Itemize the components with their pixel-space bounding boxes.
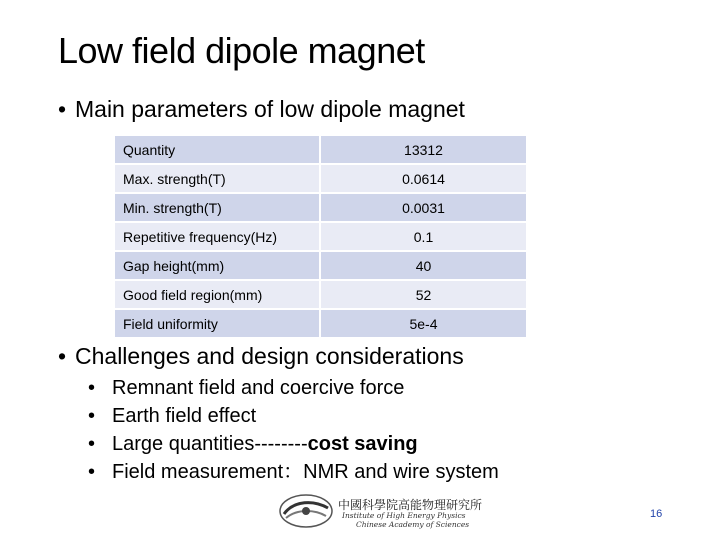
param-value: 40	[320, 251, 527, 280]
item-text: Earth field effect	[112, 405, 257, 427]
param-value: 0.1	[320, 222, 527, 251]
main-parameters-heading	[58, 96, 465, 123]
param-value: 0.0614	[320, 164, 527, 193]
item-text: Field measurement：NMR and wire system	[112, 461, 499, 483]
bullet: •	[58, 96, 67, 122]
heading-text: Challenges and design considerations	[75, 343, 464, 369]
param-label: Max. strength(T)	[114, 164, 320, 193]
param-value: 52	[320, 280, 527, 309]
table-row	[114, 164, 527, 193]
bullet: •	[88, 461, 96, 483]
item-bold-text: cost saving	[307, 433, 418, 455]
ihep-logo	[278, 492, 483, 530]
list-item	[88, 404, 499, 432]
param-label: Gap height(mm)	[114, 251, 320, 280]
param-label: Min. strength(T)	[114, 193, 320, 222]
param-value: 0.0031	[320, 193, 527, 222]
list-item	[88, 376, 499, 404]
bullet: •	[88, 377, 96, 399]
bullet: •	[88, 405, 96, 427]
logo-english-line1: Institute of High Energy Physics	[342, 511, 466, 520]
param-value: 13312	[320, 135, 527, 164]
challenges-heading	[58, 343, 464, 370]
param-value: 5e-4	[320, 309, 527, 338]
page-number: 16	[650, 508, 663, 520]
param-label: Field uniformity	[114, 309, 320, 338]
logo-chinese-text: 中國科學院高能物理研究所	[338, 498, 483, 512]
list-item	[88, 432, 499, 460]
param-label: Quantity	[114, 135, 320, 164]
bullet: •	[88, 433, 96, 455]
slide-title: Low field dipole magnet	[58, 30, 425, 71]
table-row	[114, 193, 527, 222]
table-row	[114, 280, 527, 309]
table-row	[114, 251, 527, 280]
table-row	[114, 222, 527, 251]
parameters-table	[113, 134, 528, 339]
param-label: Repetitive frequency(Hz)	[114, 222, 320, 251]
ihep-emblem-icon	[278, 492, 334, 530]
param-label: Good field region(mm)	[114, 280, 320, 309]
logo-english-line2: Chinese Academy of Sciences	[356, 520, 470, 529]
heading-text: Main parameters of low dipole magnet	[75, 96, 465, 122]
list-item	[88, 460, 499, 488]
item-text: Large quantities--------	[112, 433, 308, 455]
table-row	[114, 309, 527, 338]
item-text: Remnant field and coercive force	[112, 377, 405, 399]
bullet: •	[58, 343, 67, 369]
challenges-list	[88, 376, 499, 488]
table-row	[114, 135, 527, 164]
